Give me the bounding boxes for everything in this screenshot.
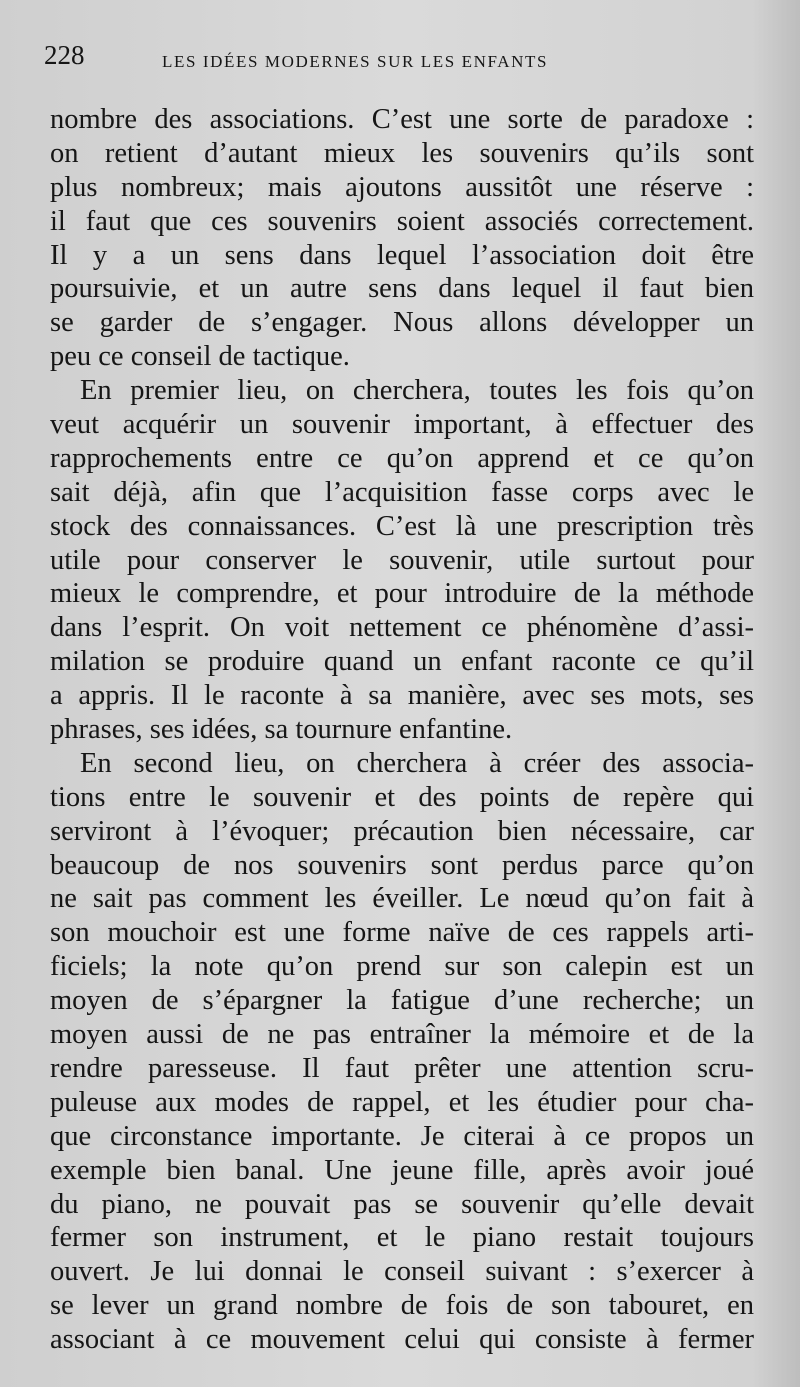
text-line: Il y a un sens dans lequel l’association doit être	[50, 239, 754, 271]
text-line: a appris. Il le raconte à sa manière, avec ses mots, ses	[50, 680, 754, 712]
text-line: on retient d’autant mieux les souvenirs qu’ils sont	[50, 137, 754, 169]
text-line: tions entre le souvenir et des points de repère qui	[50, 781, 754, 813]
text-line: se lever un grand nombre de fois de son tabouret, en	[50, 1290, 754, 1322]
page-number: 228	[44, 40, 85, 70]
running-head: LES IDÉES MODERNES SUR LES ENFANTS	[162, 52, 549, 71]
text-line: il faut que ces souvenirs soient associés correctement.	[50, 205, 754, 237]
text-line: dans l’esprit. On voit nettement ce phénomène d’assi-	[50, 612, 754, 644]
text-line: phrases, ses idées, sa tournure enfantine.	[50, 714, 513, 746]
text-line: moyen de s’épargner la fatigue d’une recherche; un	[50, 985, 754, 1017]
body-text	[50, 103, 754, 1357]
text-line: En premier lieu, on cherchera, toutes les fois qu’on	[80, 375, 754, 407]
text-line: ficiels; la note qu’on prend sur son calepin est un	[50, 951, 754, 983]
text-line: utile pour conserver le souvenir, utile surtout pour	[50, 544, 754, 576]
text-line: rendre paresseuse. Il faut prêter une attention scru-	[50, 1052, 754, 1084]
text-line: fermer son instrument, et le piano restait toujours	[50, 1222, 754, 1254]
text-line: ouvert. Je lui donnai le conseil suivant : s’exercer à	[50, 1256, 754, 1288]
text-line: exemple bien banal. Une jeune fille, après avoir joué	[50, 1154, 754, 1186]
text-line: puleuse aux modes de rappel, et les étudier pour cha-	[50, 1086, 754, 1118]
text-line: stock des connaissances. C’est là une prescription très	[50, 510, 754, 542]
text-line: du piano, ne pouvait pas se souvenir qu’elle devait	[50, 1188, 754, 1220]
text-line: plus nombreux; mais ajoutons aussitôt une réserve :	[50, 171, 754, 203]
page-header	[44, 38, 764, 78]
text-line: mieux le comprendre, et pour introduire de la méthode	[50, 578, 754, 610]
text-line: se garder de s’engager. Nous allons développer un	[50, 307, 754, 339]
text-line: nombre des associations. C’est une sorte de paradoxe :	[50, 104, 754, 135]
text-line: associant à ce mouvement celui qui consiste à fermer	[50, 1324, 754, 1356]
text-line: rapprochements entre ce qu’on apprend et ce qu’on	[50, 442, 754, 474]
text-line: serviront à l’évoquer; précaution bien nécessaire, car	[50, 815, 754, 847]
text-line: son mouchoir est une forme naïve de ces rappels arti-	[50, 917, 754, 949]
text-line: moyen aussi de ne pas entraîner la mémoire et de la	[50, 1019, 754, 1051]
text-line: milation se produire quand un enfant raconte ce qu’il	[50, 646, 754, 678]
text-line: que circonstance importante. Je citerai à ce propos un	[50, 1120, 754, 1152]
text-line: poursuivie, et un autre sens dans lequel il faut bien	[50, 273, 754, 305]
text-line: ne sait pas comment les éveiller. Le nœud qu’on fait à	[50, 883, 754, 915]
text-line: beaucoup de nos souvenirs sont perdus parce qu’on	[50, 849, 754, 881]
text-line: En second lieu, on cherchera à créer des associa-	[80, 747, 754, 779]
text-line: sait déjà, afin que l’acquisition fasse corps avec le	[50, 476, 754, 508]
text-line: veut acquérir un souvenir important, à effectuer des	[50, 409, 754, 441]
text-line: peu ce conseil de tactique.	[50, 341, 350, 373]
